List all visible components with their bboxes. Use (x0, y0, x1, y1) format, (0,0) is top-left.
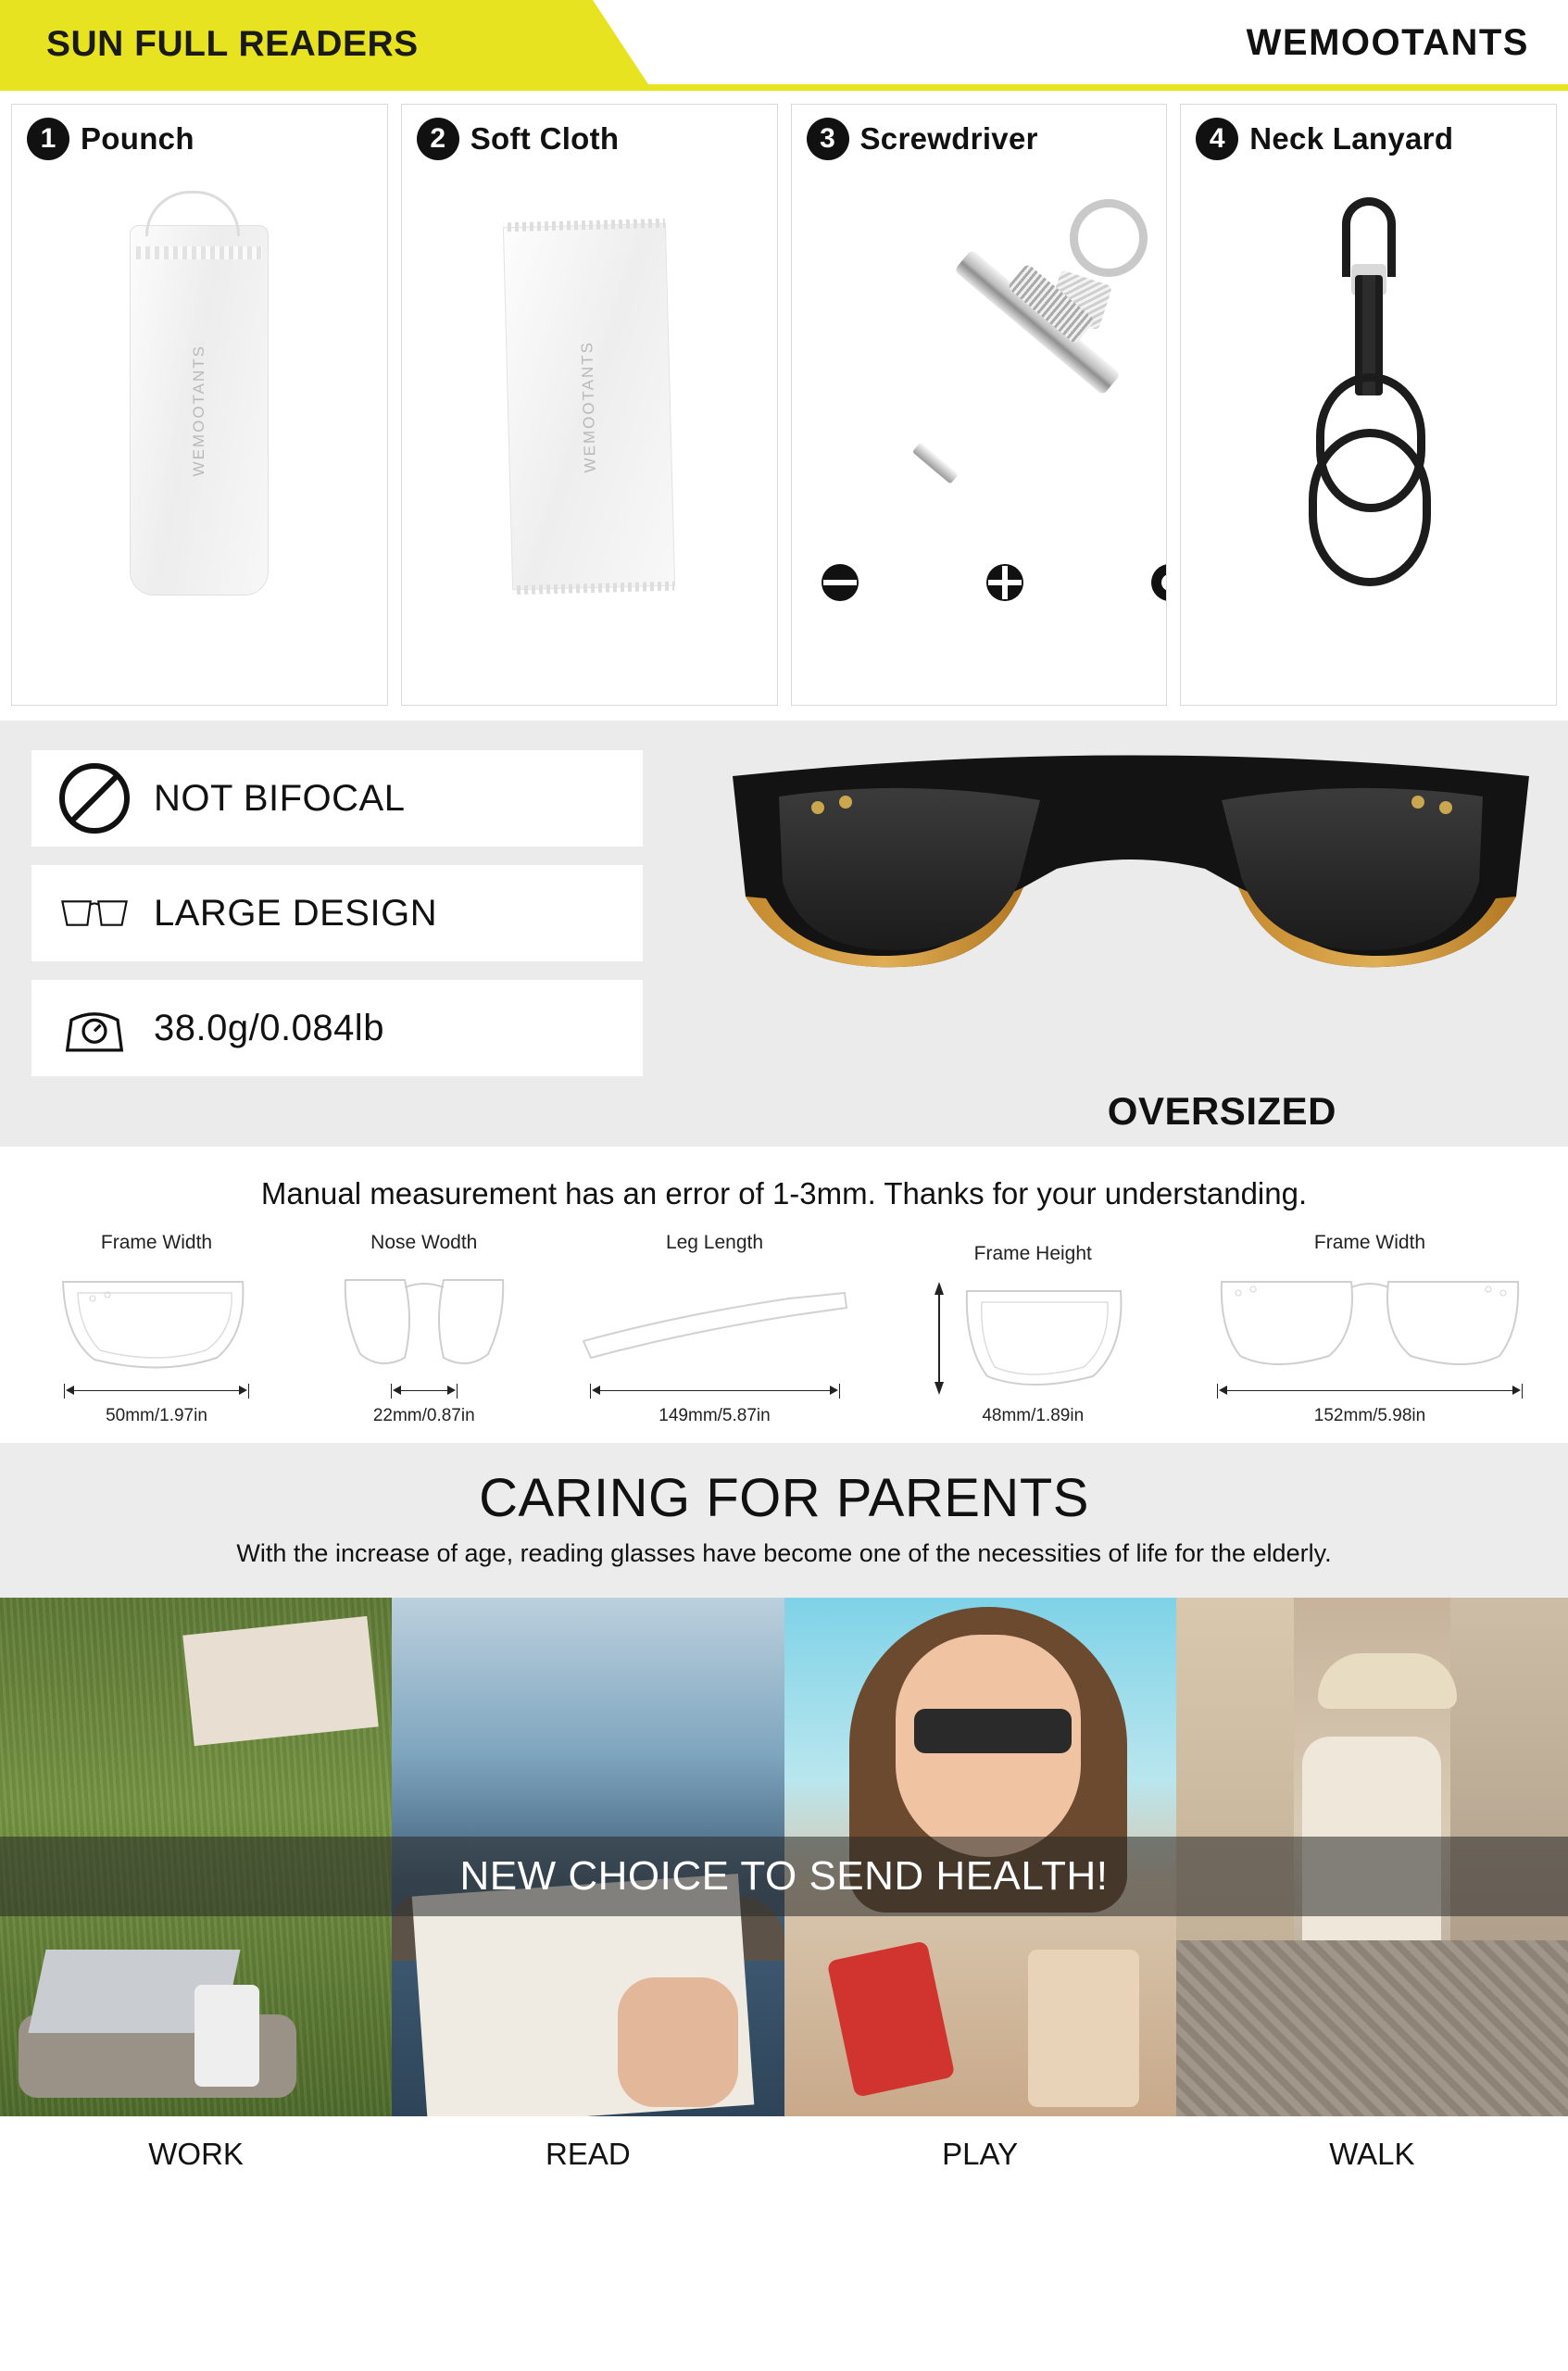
accessory-header (12, 105, 387, 160)
flathead-bit-icon (822, 564, 859, 601)
caring-title: CARING FOR PARENTS (479, 1468, 1089, 1528)
photo-labels (0, 2116, 1568, 2192)
lens-height-icon (912, 1273, 1153, 1393)
pouch-brand-text: WEMOOTANTS (190, 344, 208, 477)
lanyard-icon (1181, 169, 1556, 705)
cloth-brand-text: WEMOOTANTS (578, 340, 599, 473)
accessory-number-badge: 2 (417, 118, 459, 160)
features-section (0, 721, 1568, 1147)
feature-label: 38.0g/0.084lb (154, 1007, 384, 1048)
sunglasses-product-image (714, 739, 1548, 1045)
measurement-frame-height (912, 1243, 1153, 1426)
feature-row-large-design (31, 865, 643, 961)
measurements-section (0, 1147, 1568, 1443)
screwdriver-tip (911, 442, 958, 483)
measurement-title: Frame Height (973, 1243, 1092, 1264)
photo-label-read: READ (546, 2137, 631, 2172)
measurement-nose-width (332, 1232, 517, 1426)
screwdriver-icon (792, 169, 1167, 705)
accessories-section (0, 91, 1568, 721)
scale-icon (59, 993, 130, 1063)
phillips-bit-icon (986, 564, 1023, 601)
lifestyle-photo-strip (0, 1598, 1568, 2116)
accessory-card-screwdriver (791, 104, 1168, 706)
feature-label: NOT BIFOCAL (154, 777, 406, 819)
accessory-number-badge: 1 (27, 118, 69, 160)
accessory-title: Soft Cloth (470, 121, 620, 156)
measurement-value: 48mm/1.89in (982, 1406, 1085, 1425)
accessory-card-cloth (401, 104, 778, 706)
measurement-row (0, 1232, 1568, 1426)
full-frame-icon (1203, 1261, 1537, 1382)
accessory-header (792, 105, 1167, 160)
lanyard-shape (1299, 197, 1438, 642)
feature-label: LARGE DESIGN (154, 892, 438, 934)
measurement-title: Frame Width (1313, 1232, 1426, 1253)
brand-logo-text: WEMOOTANTS (1246, 22, 1529, 63)
cloth-shape (503, 223, 675, 590)
frame-front-icon (31, 1261, 282, 1382)
accessory-card-lanyard (1180, 104, 1557, 706)
pouch-shape (130, 225, 269, 596)
pouch-icon (12, 169, 387, 705)
nose-bridge-icon (332, 1261, 517, 1382)
accessory-title: Neck Lanyard (1249, 121, 1454, 156)
temple-arm-icon (567, 1261, 863, 1382)
measurement-dimension-line (590, 1382, 840, 1400)
measurement-value: 22mm/0.87in (372, 1406, 475, 1425)
measurement-full-frame-width (1203, 1232, 1537, 1426)
socket-bit-icon (1151, 564, 1168, 601)
glasses-outline-icon (59, 878, 130, 948)
measurement-dimension-line (391, 1382, 458, 1400)
accessory-title: Pounch (81, 121, 194, 156)
accessory-header (1181, 105, 1556, 160)
measurement-title: Frame Width (100, 1232, 213, 1253)
caring-subtitle: With the increase of age, reading glasses have become one of the necessities of life for the elderly. (236, 1539, 1332, 1567)
caring-section (0, 1443, 1568, 1598)
measurement-note: Manual measurement has an error of 1-3mm. Thanks for your understanding. (260, 1176, 1308, 1211)
measurement-dimension-line (64, 1382, 249, 1400)
accessory-number-badge: 3 (807, 118, 849, 160)
keyring-icon (1070, 199, 1148, 277)
feature-row-not-bifocal (31, 750, 643, 847)
measurement-title: Leg Length (665, 1232, 764, 1253)
measurement-leg-length (567, 1232, 863, 1426)
measurement-value: 149mm/5.87in (659, 1406, 771, 1425)
measurement-value: 50mm/1.97in (106, 1406, 207, 1425)
measurement-title: Nose Wodth (370, 1232, 478, 1253)
photo-label-work: WORK (148, 2137, 244, 2172)
accessory-card-pouch (11, 104, 388, 706)
header-left-title: SUN FULL READERS (46, 24, 419, 64)
photo-banner (0, 1837, 1568, 1916)
measurement-frame-width-lens (31, 1232, 282, 1426)
accessory-number-badge: 4 (1196, 118, 1238, 160)
feature-list (31, 750, 643, 1095)
page-header (0, 0, 1568, 91)
photo-label-walk: WALK (1329, 2137, 1415, 2172)
product-caption: OVERSIZED (1107, 1089, 1336, 1133)
photo-label-play: PLAY (942, 2137, 1019, 2172)
cloth-icon (402, 169, 777, 705)
lanyard-loop-2 (1309, 429, 1431, 586)
feature-row-weight (31, 980, 643, 1076)
photo-banner-text: NEW CHOICE TO SEND HEALTH! (459, 1853, 1109, 1900)
no-symbol-icon (59, 763, 130, 834)
accessory-title: Screwdriver (859, 121, 1038, 156)
accessory-header (402, 105, 777, 160)
measurement-value: 152mm/5.98in (1313, 1406, 1426, 1425)
measurement-dimension-line (1217, 1382, 1523, 1400)
